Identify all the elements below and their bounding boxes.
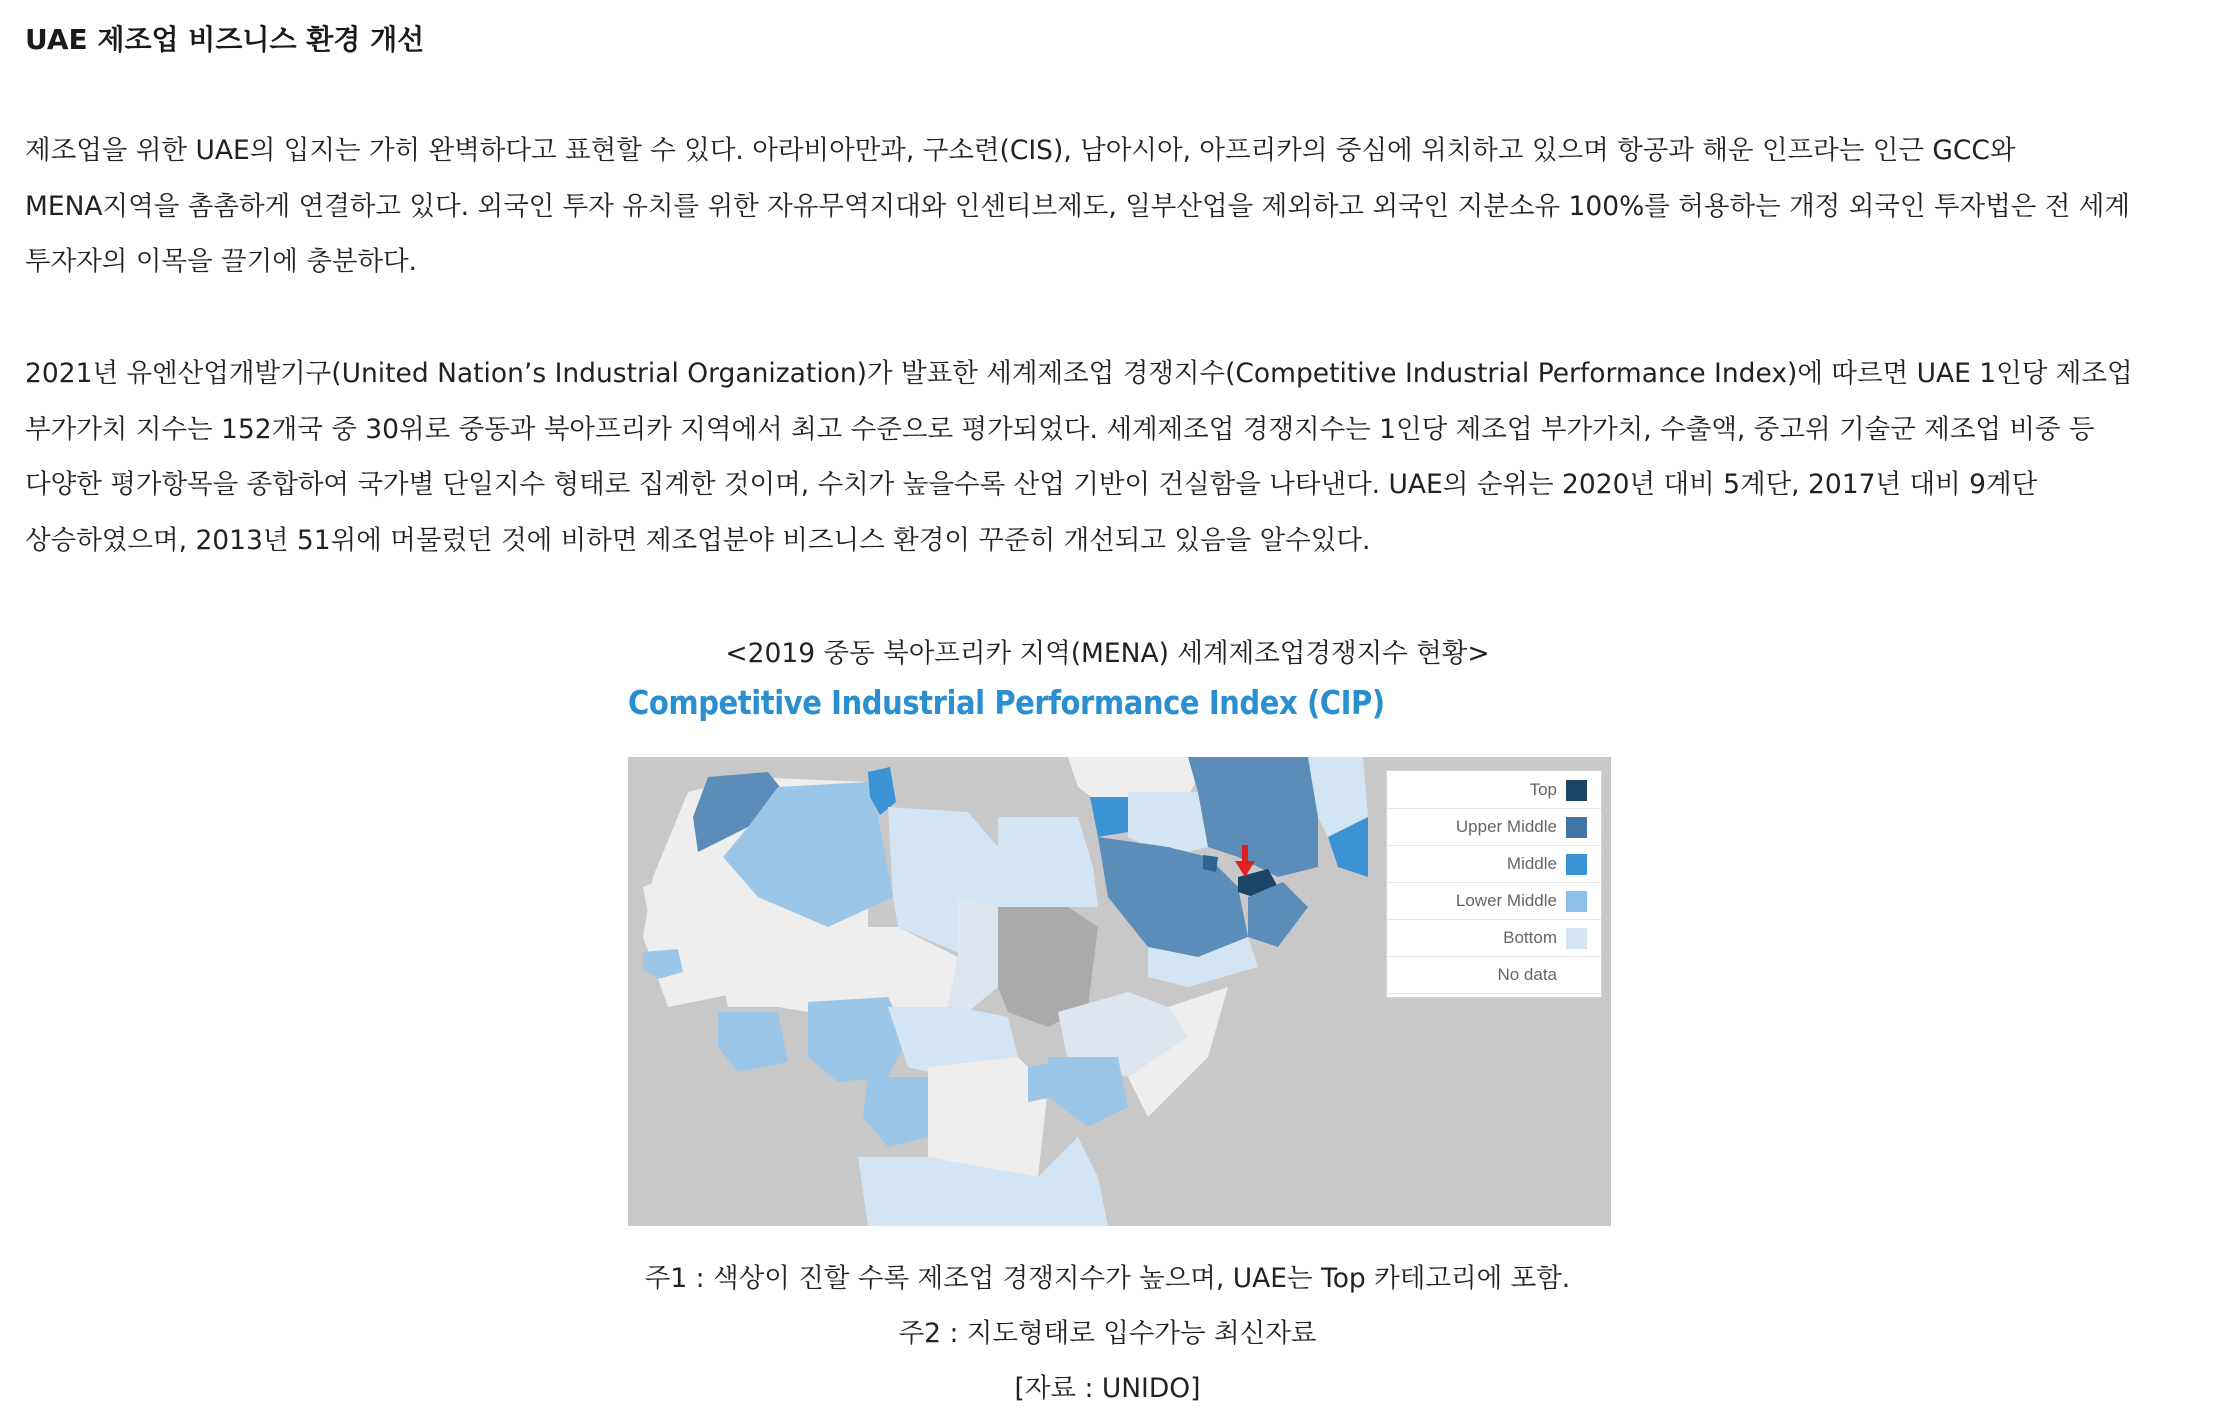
paragraph-line: 부가가치 지수는 152개국 중 30위로 중동과 북아프리카 지역에서 최고 수준으로 평가되었다. 세계제조업 경쟁지수는 1인당 제조업 부가가치, 수출액, 중고위 기술군 제조업 비중 등 xyxy=(25,413,2095,445)
region-angola xyxy=(858,1157,928,1226)
figure-title: Competitive Industrial Performance Index (CIP) xyxy=(628,683,1385,722)
legend-row xyxy=(1387,771,1601,809)
map-legend xyxy=(1386,770,1602,998)
paragraph-line: 다양한 평가항목을 종합하여 국가별 단일지수 형태로 집계한 것이며, 수치가 높을수록 산업 기반이 건실함을 나타낸다. UAE의 순위는 2020년 대비 5계단, 2017년 대비 9계단 xyxy=(25,469,2038,500)
legend-swatch xyxy=(1566,817,1587,838)
figure-caption: <2019 중동 북아프리카 지역(MENA) 세계제조업경쟁지수 현황> xyxy=(725,638,1490,669)
legend-row xyxy=(1387,882,1601,920)
legend-swatch xyxy=(1566,891,1587,912)
legend-row xyxy=(1387,919,1601,957)
legend-swatch xyxy=(1566,780,1587,801)
legend-row xyxy=(1387,808,1601,846)
paragraph-line: 상승하였으며, 2013년 51위에 머물렀던 것에 비하면 제조업분야 비즈니스 환경이 꾸준히 개선되고 있음을 알수있다. xyxy=(25,524,1371,556)
region-gulf-states xyxy=(1203,855,1218,872)
legend-row xyxy=(1387,845,1601,883)
note-1: 주1 : 색상이 진할 수록 제조업 경쟁지수가 높으며, UAE는 Top 카테고리에 포함. xyxy=(644,1263,1571,1294)
section-heading: UAE 제조업 비즈니스 환경 개선 xyxy=(25,23,425,56)
paragraph-line: MENA지역을 촘촘하게 연결하고 있다. 외국인 투자 유치를 위한 자유무역지대와 인센티브제도, 일부산업을 제외하고 외국인 지분소유 100%를 허용하는 개정 외국인 투자법은 전 세계 xyxy=(25,190,2130,222)
note-2: 주2 : 지도형태로 입수가능 최신자료 xyxy=(898,1318,1317,1349)
paragraph-line: 2021년 유엔산업개발기구(United Nation’s Industrial Organization)가 발표한 세계제조업 경쟁지수(Competitive Industrial Performance Index)에 따르면 UAE 1인당 제조업 xyxy=(25,358,2133,389)
legend-label: Middle xyxy=(1506,854,1557,873)
paragraph-line: 투자자의 이목을 끌기에 충분하다. xyxy=(25,246,418,277)
source-note: [자료 : UNIDO] xyxy=(1014,1373,1201,1404)
paragraph-location xyxy=(25,123,2205,290)
legend-label: No data xyxy=(1497,965,1557,984)
paragraph-line: 제조업을 위한 UAE의 입지는 가히 완벽하다고 표현할 수 있다. 아라비아만과, 구소련(CIS), 남아시아, 아프리카의 중심에 위치하고 있으며 항공과 해운 인프라는 인근 GCC와 xyxy=(25,135,2016,166)
legend-label: Top xyxy=(1529,780,1557,799)
legend-swatch xyxy=(1566,928,1587,949)
legend-row xyxy=(1387,956,1601,994)
legend-swatch xyxy=(1566,854,1587,875)
paragraph-cip-index xyxy=(25,346,2205,568)
legend-label: Upper Middle xyxy=(1455,817,1557,836)
legend-label: Lower Middle xyxy=(1455,891,1557,910)
legend-label: Bottom xyxy=(1503,928,1557,947)
legend-swatch xyxy=(1566,965,1587,986)
